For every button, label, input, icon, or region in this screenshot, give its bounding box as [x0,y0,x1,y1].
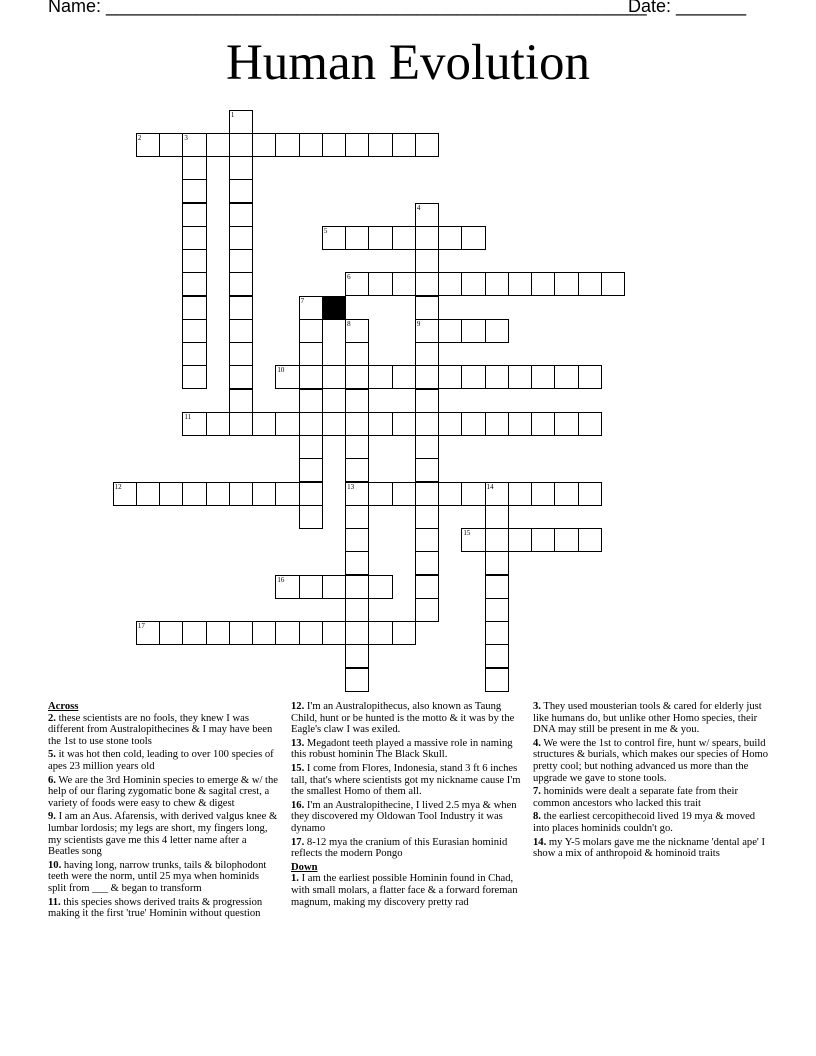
grid-cell[interactable] [322,412,346,436]
clue-number: 7 [300,296,305,305]
grid-cell[interactable] [485,365,509,389]
grid-cell[interactable] [508,412,532,436]
grid-cell[interactable] [206,412,230,436]
grid-cell[interactable] [485,412,509,436]
grid-cell[interactable] [252,482,276,506]
grid-cell[interactable] [136,133,160,157]
clue-number: 16 [277,575,285,584]
grid-cell[interactable] [182,412,206,436]
clue-number-label: 4. [533,737,541,749]
clue-number: 2 [137,133,142,142]
clue [291,800,521,835]
clue-text: the earliest cercopithecoid lived 19 mya & moved into places hominids couldn't go. [533,811,756,834]
grid-cell[interactable] [392,621,416,645]
grid-cell[interactable] [345,528,369,552]
grid-cell[interactable] [368,412,392,436]
grid-cell[interactable] [345,226,369,250]
grid-cell[interactable] [299,133,323,157]
grid-cell[interactable] [485,668,509,692]
down-clue-list-continued [533,701,771,860]
grid-cell[interactable] [229,482,253,506]
clue [48,775,278,810]
grid-cell[interactable] [345,458,369,482]
clue-number-label: 16. [291,799,305,811]
grid-cell[interactable] [206,621,230,645]
clue-number-label: 13. [291,737,305,749]
grid-cell[interactable] [415,389,439,413]
clue-text: hominids were dealt a separate fate from their common ancestors who lacked this trait [533,786,739,809]
grid-cell[interactable] [554,482,578,506]
grid-cell[interactable] [345,389,369,413]
grid-cell[interactable] [531,482,555,506]
grid-cell[interactable] [136,482,160,506]
clue-number-label: 8. [533,811,541,823]
grid-cell[interactable] [345,575,369,599]
grid-cell[interactable] [182,249,206,273]
grid-cell[interactable] [229,249,253,273]
grid-cell[interactable] [392,482,416,506]
clue-number-label: 6. [48,774,56,786]
clue [48,860,278,895]
grid-cell[interactable] [229,179,253,203]
grid-cell[interactable] [531,272,555,296]
clue-number-label: 3. [533,701,541,712]
grid-cell[interactable] [182,319,206,343]
grid-cell[interactable] [299,342,323,366]
across-clue-list [48,713,278,920]
grid-cell[interactable] [345,342,369,366]
grid-cell[interactable] [485,551,509,575]
grid-cell[interactable] [415,133,439,157]
clue-number-label: 1. [291,873,299,885]
grid-cell[interactable] [461,226,485,250]
clue-number: 6 [347,273,351,282]
grid-cell[interactable] [299,505,323,529]
clue-number: 14 [486,482,494,491]
grid-cell[interactable] [345,319,369,343]
grid-cell[interactable] [485,598,509,622]
down-heading: Down [291,861,318,873]
clue-number-label: 11. [48,896,61,908]
grid-cell[interactable] [578,528,602,552]
grid-cell[interactable] [415,226,439,250]
grid-cell[interactable] [415,365,439,389]
grid-cell[interactable] [461,272,485,296]
grid-cell[interactable] [415,528,439,552]
grid-cell[interactable] [299,365,323,389]
grid-cell[interactable] [206,482,230,506]
grid-cell[interactable] [345,482,369,506]
clue-number: 13 [347,482,355,491]
grid-cell[interactable] [299,296,323,320]
grid-cell[interactable] [229,272,253,296]
grid-cell[interactable] [415,482,439,506]
date-field: Date: _______ [628,0,747,16]
clue [291,873,521,908]
grid-cell[interactable] [345,412,369,436]
grid-cell[interactable] [415,319,439,343]
grid-cell[interactable] [275,412,299,436]
grid-cell[interactable] [392,365,416,389]
grid-cell[interactable] [159,133,183,157]
grid-cell[interactable] [368,226,392,250]
grid-cell[interactable] [275,621,299,645]
grid-cell[interactable] [531,365,555,389]
grid-cell[interactable] [461,365,485,389]
name-field: Name: ______________________________________________________ [48,0,647,16]
grid-cell[interactable] [182,272,206,296]
grid-cell[interactable] [136,621,160,645]
clue-text: it was hot then cold, leading to over 100 species of apes 23 million years old [48,749,274,772]
grid-cell[interactable] [322,365,346,389]
grid-cell[interactable] [345,365,369,389]
grid-cell[interactable] [531,528,555,552]
clue-number: 8 [347,319,351,328]
clue-text: this species shows derived traits & progression making it the first 'true' Hominin without question [48,896,263,920]
grid-cell[interactable] [229,226,253,250]
clue-text: They used mousterian tools & cared for elderly just like humans do, but unlike other Homo species, their DNA may still be present in me & you. [533,701,762,736]
grid-cell[interactable] [299,319,323,343]
grid-cell[interactable] [275,575,299,599]
grid-cell[interactable] [368,133,392,157]
grid-cell[interactable] [252,412,276,436]
grid-cell[interactable] [415,575,439,599]
grid-cell[interactable] [461,319,485,343]
clue-number-label: 9. [48,811,56,823]
grid-cell[interactable] [345,272,369,296]
grid-cell[interactable] [299,435,323,459]
clue-number-label: 5. [48,749,56,761]
clue-number: 4 [416,203,421,212]
grid-cell[interactable] [438,412,462,436]
clue [48,811,278,857]
grid-cell[interactable] [299,389,323,413]
clue-number: 5 [323,226,328,235]
grid-cell[interactable] [229,133,253,157]
grid-cell[interactable] [415,342,439,366]
grid-cell[interactable] [229,319,253,343]
grid-cell[interactable] [415,598,439,622]
grid-cell[interactable] [322,133,346,157]
page-title: Human Evolution [225,35,591,91]
clue [533,811,771,834]
clue-text: We are the 3rd Hominin species to emerge & w/ the help of our flaring zygomatic bone & sagital crest, a variety of foods were easy to chew & digest [48,774,278,809]
grid-cell[interactable] [578,272,602,296]
clue [533,786,771,809]
grid-cell[interactable] [392,412,416,436]
clue-text: Megadont teeth played a massive role in naming this robust hominin The Black Skull. [291,737,513,761]
clue-number-label: 10. [48,859,62,871]
grid-cell[interactable] [508,365,532,389]
grid-cell[interactable] [182,203,206,227]
clue-text: my Y-5 molars gave me the nickname 'dental ape' I show a mix of anthropoid & hominoid traits [533,836,766,860]
clue [48,897,278,920]
grid-cell[interactable] [438,319,462,343]
grid-cell[interactable] [438,365,462,389]
grid-cell[interactable] [554,272,578,296]
grid-cell[interactable] [159,621,183,645]
grid-cell[interactable] [229,296,253,320]
grid-cell[interactable] [182,133,206,157]
clue-number: 1 [230,110,235,119]
grid-cell[interactable] [182,156,206,180]
grid-cell[interactable] [578,365,602,389]
grid-cell[interactable] [461,412,485,436]
clue-number-label: 17. [291,836,305,848]
clue [533,701,771,736]
grid-cell[interactable] [368,365,392,389]
grid-cell[interactable] [392,272,416,296]
grid-cell[interactable] [485,319,509,343]
grid-cell[interactable] [345,644,369,668]
grid-cell[interactable] [345,598,369,622]
grid-cell[interactable] [182,342,206,366]
clue-text: these scientists are no fools, they knew I was different from Australopithecines & I may have been the 1st to use stone tools [48,712,273,747]
grid-cell[interactable] [229,203,253,227]
clue-number-label: 12. [291,701,305,712]
grid-cell[interactable] [345,621,369,645]
grid-cell[interactable] [229,412,253,436]
clue-text: We were the 1st to control fire, hunt w/ spears, build structures & burials, which makes our species of Homo pretty cool; but nothing advanced us more than the upgrade we gave to stone tools. [533,737,769,784]
grid-cell[interactable] [182,621,206,645]
grid-cell[interactable] [299,621,323,645]
grid-cell[interactable] [322,621,346,645]
grid-cell[interactable] [229,156,253,180]
grid-cell[interactable] [182,226,206,250]
clue-text: I am the earliest possible Hominin found in Chad, with small molars, a flatter face & a forward foreman magnum, making my discovery pretty rad [291,873,518,908]
grid-cell[interactable] [578,482,602,506]
clue [291,837,521,860]
grid-cell[interactable] [485,505,509,529]
grid-cell[interactable] [182,482,206,506]
across-heading: Across [48,701,79,712]
clue-text: I come from Flores, Indonesia, stand 3 ft 6 inches tall, that's where scientists got my nickname cause I'm the smallest Homo of them all. [291,762,521,798]
grid-cell[interactable] [508,482,532,506]
clue-number-label: 14. [533,836,547,848]
grid-cell[interactable] [438,272,462,296]
grid-cell[interactable] [554,365,578,389]
grid-cell[interactable] [299,575,323,599]
grid-cell[interactable] [345,668,369,692]
grid-cell[interactable] [415,458,439,482]
clue-text: 8-12 mya the cranium of this Eurasian hominid reflects the modern Pongo [291,836,508,860]
clue-text: I'm an Australopithecus, also known as Taung Child, hunt or be hunted is the motto & it was by the Eagle's claw I was exiled. [291,701,515,736]
grid-cell[interactable] [182,296,206,320]
grid-cell[interactable] [415,249,439,273]
grid-cell[interactable] [415,412,439,436]
grid-cell[interactable] [461,482,485,506]
grid-cell[interactable] [252,133,276,157]
clue-number-label: 15. [291,762,305,774]
grid-cell[interactable] [345,505,369,529]
clue-number: 3 [184,133,188,142]
clues-column-3 [533,701,771,862]
grid-cell[interactable] [322,226,346,250]
grid-cell[interactable] [578,412,602,436]
grid-cell[interactable] [206,133,230,157]
clue [48,713,278,748]
black-square [322,296,346,320]
grid-cell[interactable] [159,482,183,506]
grid-cell[interactable] [392,226,416,250]
clues-column-1 [48,701,278,922]
grid-cell[interactable] [275,365,299,389]
grid-cell[interactable] [438,482,462,506]
clue-number: 17 [137,622,145,630]
clue [48,749,278,772]
grid-cell[interactable] [275,133,299,157]
grid-cell[interactable] [485,482,509,506]
grid-cell[interactable] [229,621,253,645]
grid-cell[interactable] [554,412,578,436]
grid-cell[interactable] [415,272,439,296]
clues-column-2 [291,701,521,910]
grid-cell[interactable] [368,482,392,506]
grid-cell[interactable] [368,272,392,296]
clue-number-label: 2. [48,712,56,724]
grid-cell[interactable] [182,179,206,203]
grid-cell[interactable] [345,551,369,575]
grid-cell[interactable] [113,482,137,506]
grid-cell[interactable] [275,482,299,506]
grid-cell[interactable] [438,226,462,250]
grid-cell[interactable] [531,412,555,436]
grid-cell[interactable] [415,296,439,320]
grid-cell[interactable] [345,435,369,459]
grid-cell[interactable] [368,621,392,645]
grid-cell[interactable] [508,272,532,296]
across-clue-list-continued [291,701,521,860]
grid-cell[interactable] [415,203,439,227]
grid-cell[interactable] [461,528,485,552]
grid-cell[interactable] [508,528,532,552]
grid-cell[interactable] [485,272,509,296]
clue-number: 12 [114,482,122,491]
grid-cell[interactable] [601,272,625,296]
clue-text: having long, narrow trunks, tails & bilophodont teeth were the norm, until 25 mya when hominids split from ___ & began to transform [48,859,267,894]
clue-number: 10 [277,366,285,375]
grid-cell[interactable] [345,133,369,157]
grid-cell[interactable] [485,644,509,668]
grid-cell[interactable] [299,458,323,482]
clue [533,837,771,860]
grid-cell[interactable] [299,412,323,436]
grid-cell[interactable] [554,528,578,552]
grid-cell[interactable] [368,575,392,599]
grid-cell[interactable] [415,551,439,575]
grid-cell[interactable] [229,342,253,366]
clue-number: 11 [184,412,192,421]
clue-text: I'm an Australopithecine, I lived 2.5 mya & when they discovered my Oldowan Tool Industry it was dynamo [291,799,517,834]
clue [291,738,521,761]
grid-cell[interactable] [182,365,206,389]
grid-cell[interactable] [485,575,509,599]
clue-number-label: 7. [533,786,541,798]
clue-number: 15 [463,529,471,537]
grid-cell[interactable] [299,482,323,506]
grid-cell[interactable] [252,621,276,645]
grid-cell[interactable] [229,389,253,413]
grid-cell[interactable] [485,621,509,645]
clue-number: 9 [416,319,421,328]
grid-cell[interactable] [485,528,509,552]
grid-cell[interactable] [229,110,253,134]
grid-cell[interactable] [415,435,439,459]
clue-text: I am an Aus. Afarensis, with derived valgus knee & lumbar lordosis; my legs are short, my fingers long, my scientists gave me this 4 letter name after a Beatles song [48,811,278,858]
grid-cell[interactable] [392,133,416,157]
grid-cell[interactable] [322,575,346,599]
clue [533,738,771,784]
clue [291,701,521,736]
grid-cell[interactable] [415,505,439,529]
clue [291,763,521,798]
grid-cell[interactable] [229,365,253,389]
down-clue-list [291,873,521,908]
